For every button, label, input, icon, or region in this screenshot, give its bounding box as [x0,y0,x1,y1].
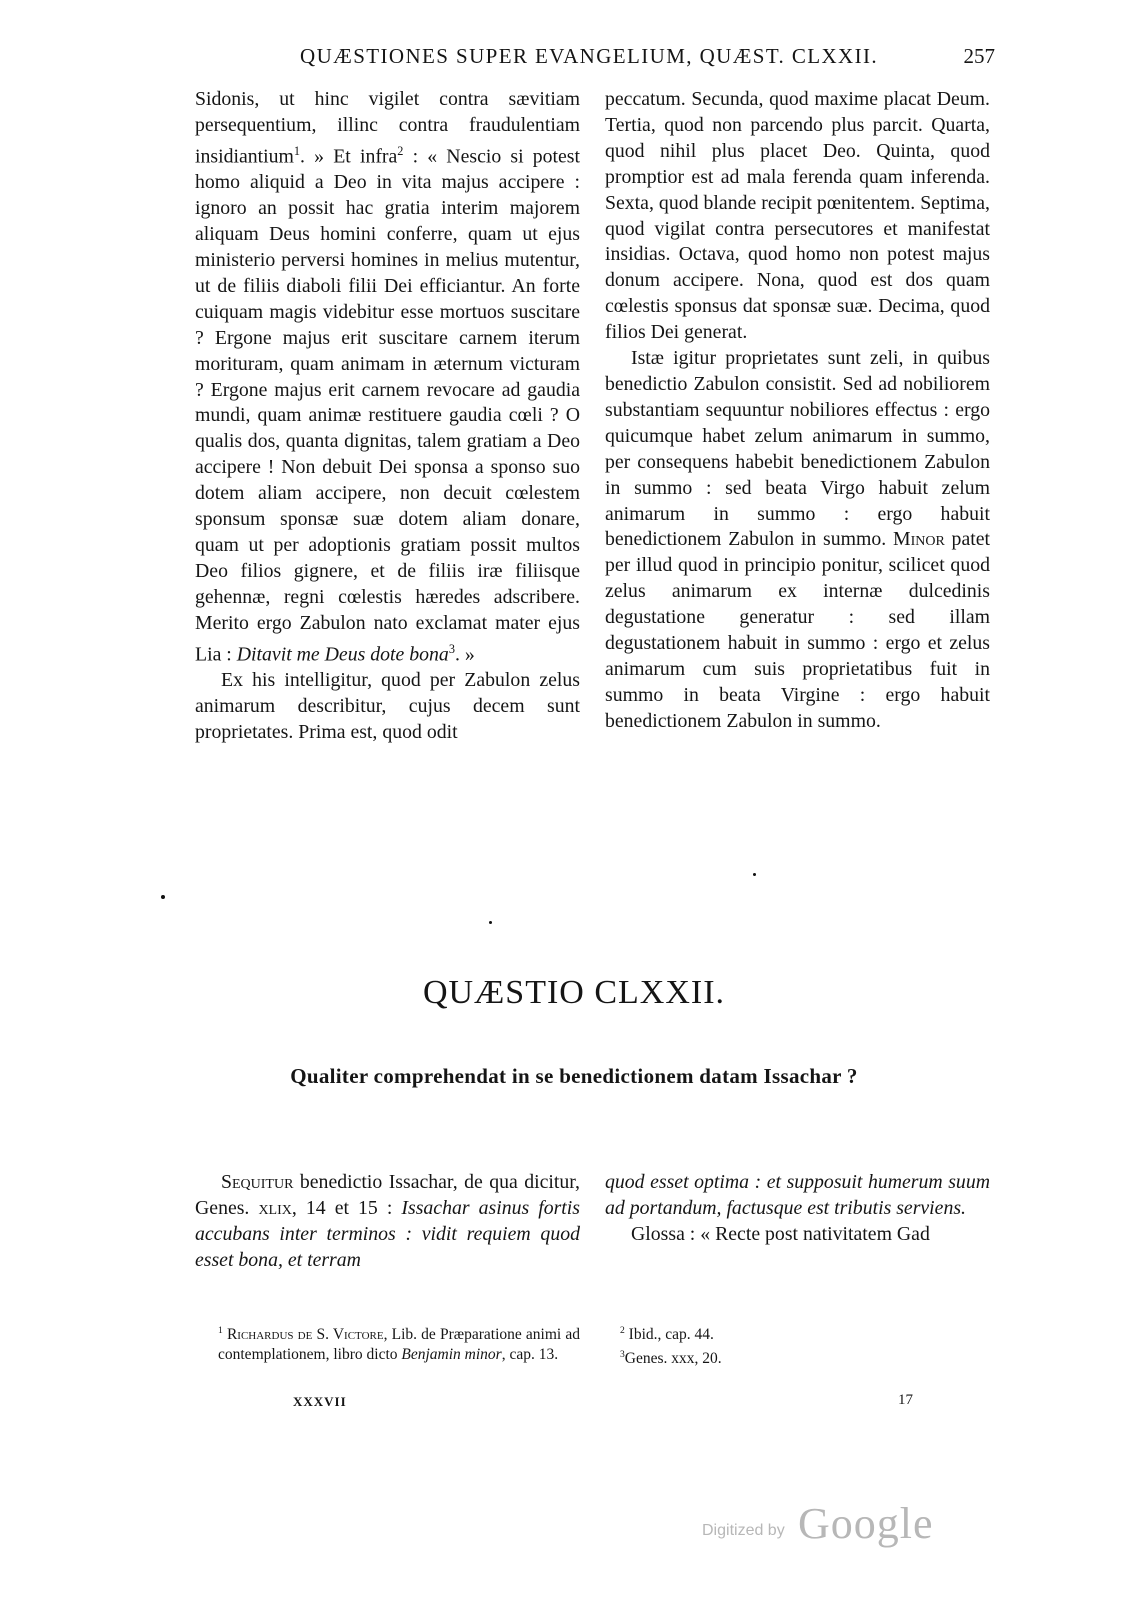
text-column-left [195,87,580,746]
italic-text: Ditavit me Deus dote bona [236,643,449,666]
paragraph [605,1222,990,1248]
paragraph [195,87,580,668]
text-column-right-lower [605,1170,990,1248]
italic-text: Issachar asinus fortis accubans inter terminos : vidit requiem quod esset bona, et terram [195,1196,580,1271]
running-header [300,44,995,76]
text-column-right [605,87,990,735]
small-caps-text: xlix [258,1196,292,1219]
footnotes-left [218,1321,580,1365]
text-run: , Lib. de Præparatione animi ad contemplationem, libro dicto [218,1326,580,1364]
small-caps-text: Richardus de S. Victore [226,1326,384,1344]
footnote-marker: 2 [620,1325,625,1336]
google-logo: Google [798,1499,934,1548]
paragraph [605,1170,990,1222]
italic-text: Benjamin minor [401,1346,502,1364]
folio-mark: 17 [898,1392,913,1408]
footnote [620,1321,990,1345]
text-run: Genes. xxx, 20. [624,1350,722,1368]
watermark-prefix: Digitized by [702,1522,785,1539]
italic-text: quod esset optima : et supposuit humerum suum ad portandum, factusque est tributis serviens. [605,1171,990,1219]
signature-mark: XXXVII [293,1394,347,1409]
small-caps-text: Minor [892,528,945,551]
footnote-marker: 2 [397,143,404,158]
text-run: . » [454,643,475,666]
ink-speck [753,873,756,876]
paragraph [195,668,580,746]
text-run: Istæ igitur proprietates sunt zeli, in quibus benedictio Zabulon consistit. Sed ad nobiliorem substantiam sequuntur nobiliores effectus : ergo quicumque habet zelum animarum in summo, per consequens habebit benedictionem Zabulon in summo : sed beata Virgo habuit zelum animarum in summo : ergo habuit benedictionem Zabulon in summo. [605,347,990,551]
text-run: peccatum. Secunda, quod maxime placat Deum. Tertia, quod non parcendo plus parcit. Quarta, quod nihil plus placet Deo. Quinta, quod promptior est ad mala ferenda quam inferenda. Sexta, quod blande recipit pœnitentem. Septima, quod vigilat contra persecutores et manifestat insidias. Octava, quod homo non potest majus donum accipere. Nona, quod est dos quam cœlestis sponsus dat sponsæ suæ. Decima, quod filios Dei generat. [605,88,990,344]
text-run: Ibid., cap. 44. [624,1326,714,1344]
footnote-marker: 3 [620,1349,625,1361]
text-run: : « Nescio si potest homo aliquid a Deo in vita majus accipere : ignoro an possit hac gratia interim majorem aliquam Deus homini conferre, quam ut ejus ministerio perversi homines in melius mutentur, ut de filiis diaboli filii Dei efficiantur. An forte cuiquam magis videbitur esse mortuos suscitare ? Ergone majus erit suscitare carnem iterum morituram, quam animam in æternum victuram ? Ergone majus erit carnem revocare ad gaudia mundi, quam animæ restituere gaudia cœli ? O qualis dos, quanta dignitas, talem gratiam a Deo accipere ! Non debuit Dei sponsa a sponso suo dotem aliam accipere, non decuit cœlestem sponsum sponsæ suæ dotem aliam donare, quam ut per adoptionis gratiam possit multos Deo filios gignere, et de filiis iræ filiisque gehennæ, regni cœlestis hæredes adscribere. Merito ergo Zabulon nato exclamat mater ejus Lia : [195,145,580,666]
footnotes-right [620,1321,990,1369]
page-number: 257 [963,44,995,68]
ink-speck [161,895,165,899]
text-run: Ex his intelligitur, quod per Zabulon zelus animarum describitur, cujus decem sunt proprietates. Prima est, quod odit [195,669,580,743]
ink-speck [489,921,492,924]
paragraph [605,346,990,735]
footnote [218,1321,580,1365]
footnote-marker: 1 [218,1325,223,1336]
text-run: , cap. 13. [501,1346,559,1364]
question-subtitle: Qualiter comprehendat in se benedictionem datam Issachar ? [290,1064,858,1088]
text-run: Glossa : « Recte post nativitatem Gad [631,1222,930,1245]
text-run: patet per illud quod in principio ponitur, scilicet quod zelus animarum ex internæ dulcedinis degustatione generatur : sed illam degustationem habuit in summo : ergo et zelus animarum cum suis proprietatibus fuit in summo in beata Virgine : ergo habuit benedictionem Zabulon in summo. [605,528,990,732]
question-title: QUÆSTIO CLXXII. [422,974,726,1011]
small-caps-text: Sequitur [221,1171,294,1193]
digitized-watermark [700,1498,940,1554]
text-run: , 14 et 15 : [291,1196,402,1219]
footnote-marker: 3 [448,641,455,656]
paragraph [195,1170,580,1274]
footnote [620,1345,990,1369]
paragraph [605,87,990,346]
running-title: QUÆSTIONES SUPER EVANGELIUM, QUÆST. CLXXII. [300,44,879,68]
footnote-marker: 1 [293,143,301,158]
text-run: . » Et infra [300,145,398,168]
text-run: benedictio Issachar, de qua dicitur, Genes. [195,1171,580,1219]
text-run: Sidonis, ut hinc vigilet contra sævitiam persequentium, illinc contra fraudulentiam insidiantium [195,88,580,168]
text-column-left-lower [195,1170,580,1274]
